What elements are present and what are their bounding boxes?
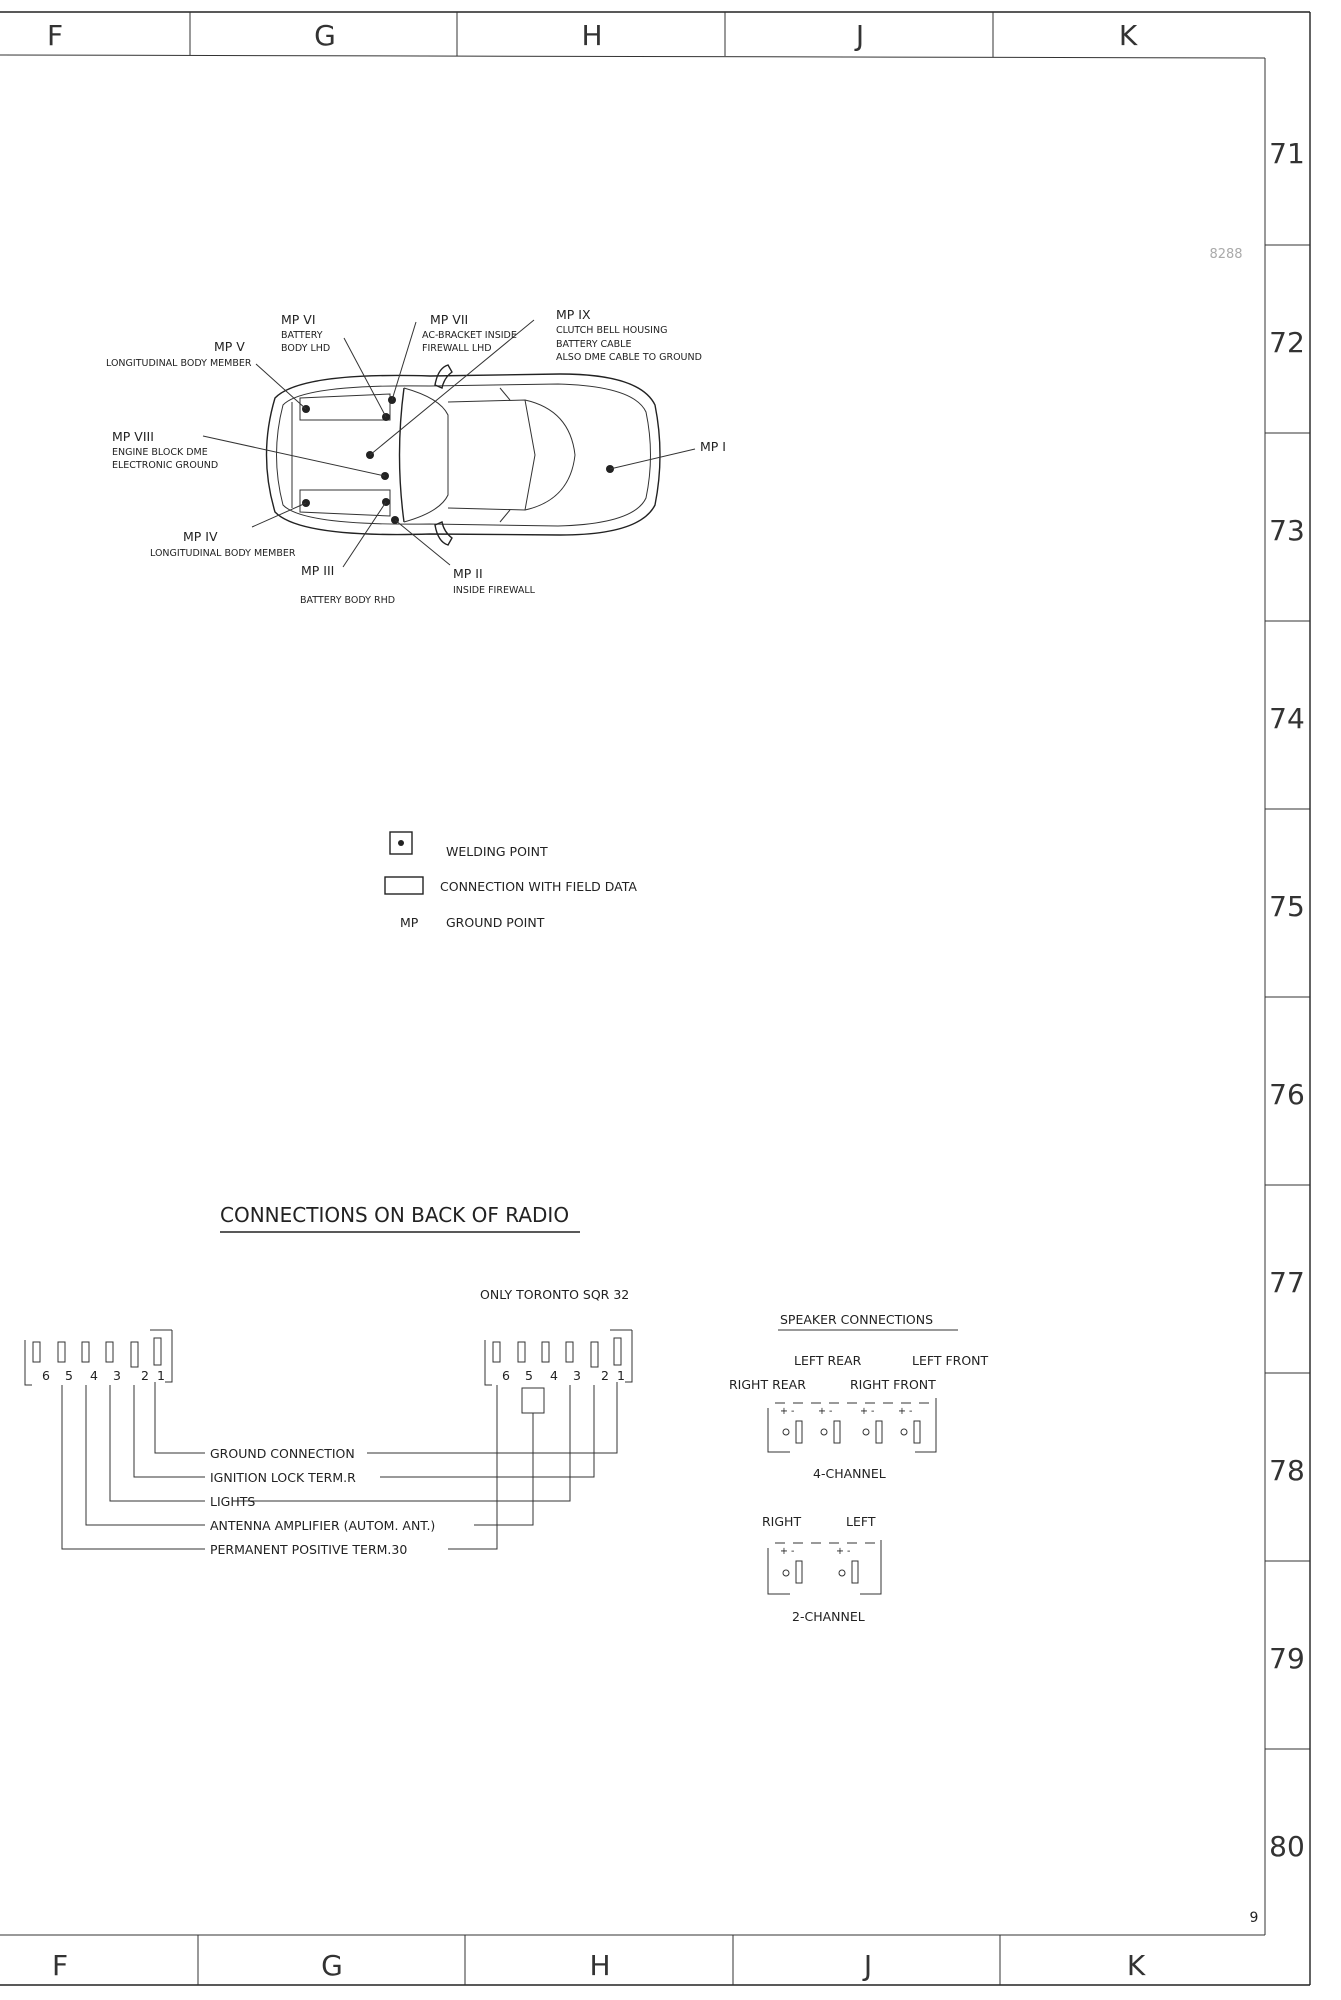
mp2-label: MP II	[453, 566, 483, 581]
pm-mark: + -	[836, 1546, 851, 1557]
row-labels	[1269, 137, 1305, 1863]
column-label: J	[863, 1949, 873, 1982]
column-label: K	[1118, 19, 1138, 52]
column-label: G	[321, 1949, 343, 1982]
pin-label: 6	[42, 1368, 50, 1383]
column-labels-top	[47, 19, 1138, 52]
mp7-label: MP VII	[430, 312, 469, 327]
column-label: F	[46, 19, 64, 52]
speaker-connections	[729, 1312, 989, 1624]
pm-mark: + -	[818, 1406, 833, 1417]
pin-label: 2	[601, 1368, 609, 1383]
conn-antenna: ANTENNA AMPLIFIER (AUTOM. ANT.)	[210, 1518, 436, 1533]
ground-point-labels	[106, 307, 726, 606]
right-rear-label: RIGHT REAR	[729, 1377, 806, 1392]
pm-mark: + -	[780, 1406, 795, 1417]
mp4-desc: LONGITUDINAL BODY MEMBER	[150, 548, 296, 559]
row-label: 77	[1269, 1266, 1305, 1299]
conn-ignition: IGNITION LOCK TERM.R	[210, 1470, 356, 1485]
only-toronto-label: ONLY TORONTO SQR 32	[480, 1287, 630, 1302]
mp5-desc: LONGITUDINAL BODY MEMBER	[106, 358, 252, 369]
pin-label: 1	[157, 1368, 165, 1383]
right-label: RIGHT	[762, 1514, 802, 1529]
mp7-desc2: FIREWALL LHD	[422, 343, 492, 354]
row-label: 71	[1269, 137, 1305, 170]
legend-connection: CONNECTION WITH FIELD DATA	[440, 879, 637, 894]
mp8-desc2: ELECTRONIC GROUND	[112, 460, 219, 471]
faded-stamp: 8288	[1209, 247, 1243, 262]
left-label: LEFT	[846, 1514, 876, 1529]
mp8-label: MP VIII	[112, 429, 154, 444]
conn-lights: LIGHTS	[210, 1494, 256, 1509]
pin-label: 4	[550, 1368, 558, 1383]
speaker-title: SPEAKER CONNECTIONS	[780, 1312, 934, 1327]
row-label: 78	[1269, 1454, 1305, 1487]
right-front-label: RIGHT FRONT	[850, 1377, 936, 1392]
mp2-desc: INSIDE FIREWALL	[453, 585, 535, 596]
column-labels-bottom	[52, 1949, 1146, 1982]
legend-welding: WELDING POINT	[446, 844, 548, 859]
pin-label: 1	[617, 1368, 625, 1383]
pin-label: 5	[525, 1368, 533, 1383]
column-label: K	[1126, 1949, 1146, 1982]
row-label: 76	[1269, 1078, 1305, 1111]
page-number: 9	[1249, 1910, 1259, 1926]
mp9-desc2: BATTERY CABLE	[556, 339, 632, 350]
radio-connector-right	[485, 1330, 632, 1413]
two-channel-label: 2-CHANNEL	[792, 1609, 865, 1624]
legend-mp: MP	[400, 915, 419, 930]
pin-label: 3	[113, 1368, 121, 1383]
mp3-label: MP III	[301, 563, 335, 578]
row-label: 75	[1269, 890, 1305, 923]
row-label: 79	[1269, 1642, 1305, 1675]
pin-label: 6	[502, 1368, 510, 1383]
conn-permanent: PERMANENT POSITIVE TERM.30	[210, 1542, 408, 1557]
mp5-label: MP V	[214, 339, 245, 354]
page-frame	[0, 12, 1310, 1985]
column-label: H	[589, 1949, 611, 1982]
mp6-label: MP VI	[281, 312, 316, 327]
pm-mark: + -	[898, 1406, 913, 1417]
column-label: J	[855, 19, 865, 52]
left-rear-label: LEFT REAR	[794, 1353, 862, 1368]
conn-ground: GROUND CONNECTION	[210, 1446, 355, 1461]
left-front-label: LEFT FRONT	[912, 1353, 989, 1368]
mp6-desc1: BATTERY	[281, 330, 323, 341]
mp7-desc1: AC-BRACKET INSIDE	[422, 330, 517, 341]
radio-wires-left	[62, 1382, 205, 1549]
row-label: 73	[1269, 514, 1305, 547]
legend-ground: GROUND POINT	[446, 915, 545, 930]
row-label: 80	[1269, 1830, 1305, 1863]
pin-label: 4	[90, 1368, 98, 1383]
ground-point-dots	[302, 396, 614, 524]
mp8-desc1: ENGINE BLOCK DME	[112, 447, 208, 458]
pm-mark: + -	[860, 1406, 875, 1417]
mp9-desc1: CLUTCH BELL HOUSING	[556, 325, 668, 336]
mp1-label: MP I	[700, 439, 726, 454]
radio-title: CONNECTIONS ON BACK OF RADIO	[220, 1203, 570, 1227]
column-label: G	[314, 19, 336, 52]
connection-symbol	[385, 877, 423, 894]
mp4-label: MP IV	[183, 529, 218, 544]
column-label: H	[581, 19, 603, 52]
car-top-view	[267, 365, 661, 545]
column-label: F	[51, 1949, 69, 1982]
two-channel-connector	[768, 1540, 881, 1594]
pin-label: 5	[65, 1368, 73, 1383]
row-label: 72	[1269, 326, 1305, 359]
mp6-desc2: BODY LHD	[281, 343, 331, 354]
pin-label: 2	[141, 1368, 149, 1383]
four-channel-label: 4-CHANNEL	[813, 1466, 886, 1481]
legend	[385, 832, 637, 930]
radio-connector-left	[25, 1330, 172, 1385]
radio-connections	[25, 1203, 632, 1557]
mp3-desc: BATTERY BODY RHD	[300, 595, 396, 606]
mp9-label: MP IX	[556, 307, 591, 322]
row-label: 74	[1269, 702, 1305, 735]
four-channel-connector	[768, 1398, 936, 1452]
mp9-desc3: ALSO DME CABLE TO GROUND	[556, 352, 702, 363]
pin-label: 3	[573, 1368, 581, 1383]
pm-mark: + -	[780, 1546, 795, 1557]
